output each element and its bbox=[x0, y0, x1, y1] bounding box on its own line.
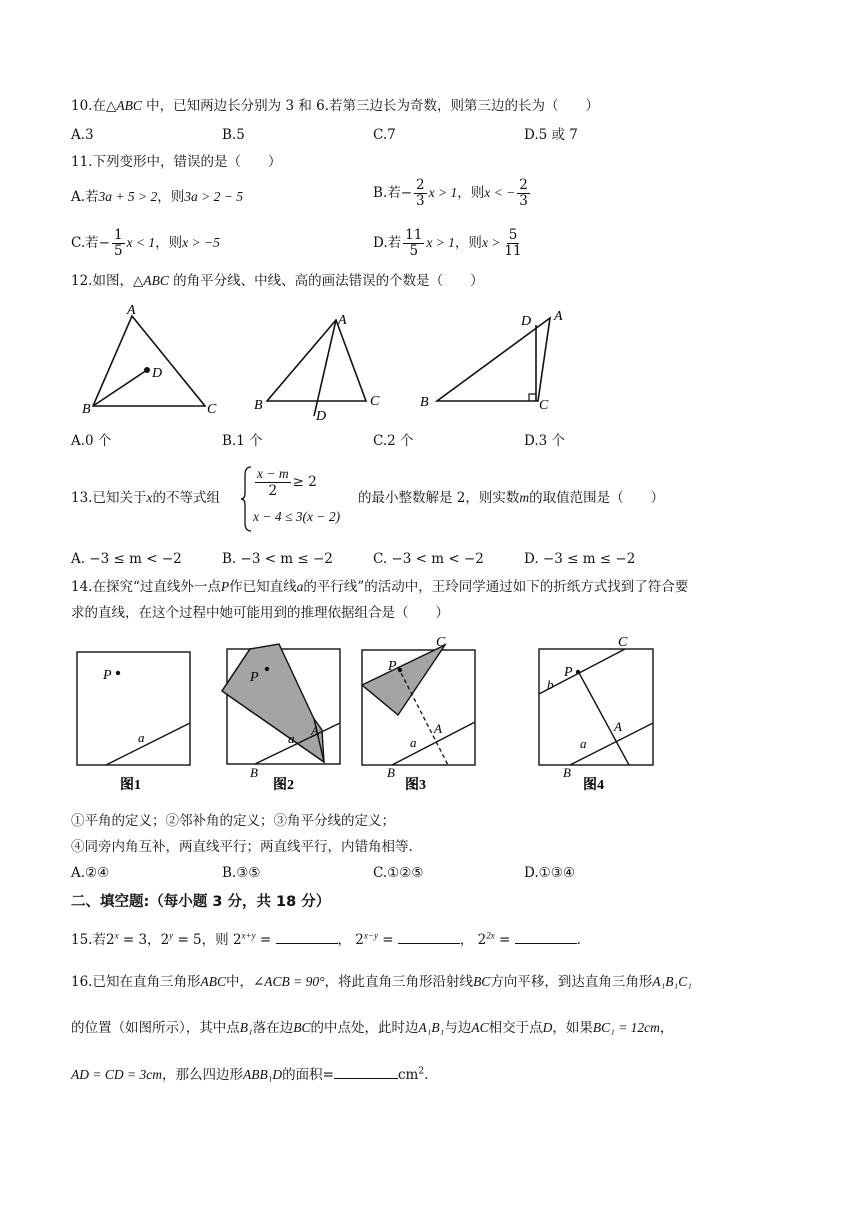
q12-option-b: B.1 个 bbox=[222, 433, 263, 449]
q14-figure-2 bbox=[222, 644, 340, 793]
fig3-label-p: P bbox=[388, 659, 397, 674]
q11-stem: 11.下列变形中，错误的是（ ） bbox=[71, 154, 282, 170]
fig1-label-a: a bbox=[138, 730, 145, 745]
q14-figures bbox=[70, 632, 670, 802]
fig1-label-d: D bbox=[152, 366, 163, 381]
fig2-caption: 图2 bbox=[273, 778, 294, 793]
fig1-label-c: C bbox=[207, 402, 217, 417]
fig2-label-p: P bbox=[250, 670, 259, 685]
fig2-label-b: B bbox=[250, 765, 258, 780]
fig3-label-b: B bbox=[420, 395, 429, 410]
fig3-caption: 图3 bbox=[405, 778, 426, 793]
q13-option-b: B. −3 < m ≤ −2 bbox=[222, 551, 333, 567]
fig1-label-a: A bbox=[127, 303, 136, 318]
q11-option-b: B.若− $\frac{2}{3}$ x > 1，则x < − $\frac{2}{3}$ bbox=[373, 177, 528, 209]
fig2-label-a: A bbox=[338, 313, 347, 328]
fig4-label-cap-a: A bbox=[614, 719, 622, 734]
q13-ineq-1: $\frac{x - m}{2}$ ≥ 2 bbox=[257, 466, 317, 499]
fig1-label-b: B bbox=[82, 402, 91, 417]
q13-ineq-2: x − 4 ≤ 3(x − 2) bbox=[253, 509, 341, 524]
fig4-label-p: P bbox=[564, 665, 573, 680]
q14-figure-3 bbox=[362, 635, 475, 793]
q14-stem-line2: 求的直线，在这个过程中她可能用到的推理依据组合是（ ） bbox=[71, 605, 449, 621]
q12-option-d: D.3 个 bbox=[524, 433, 566, 449]
q14-figure-1 bbox=[77, 652, 190, 793]
fig2-label-d: D bbox=[316, 409, 327, 424]
fig4-label-bline: b bbox=[547, 677, 554, 692]
fig2-label-c: C bbox=[370, 394, 380, 409]
fig3-label-c: C bbox=[436, 635, 446, 650]
q16-line1: 16.已知在直角三角形ABC中，∠ACB = 90°，将此直角三角形沿射线BC方向平移，到达直角三角形A₁B₁C₁ bbox=[71, 974, 692, 990]
q12-figures bbox=[70, 298, 590, 426]
q14-figure-4 bbox=[539, 635, 653, 793]
q15-blank-2[interactable] bbox=[398, 929, 460, 944]
q16-line3: AD = CD = 3cm，那么四边形ABB₁D的面积= $cm^2$. bbox=[71, 1064, 428, 1085]
q12-figure-2 bbox=[254, 313, 380, 424]
fig1-caption: 图1 bbox=[120, 778, 141, 793]
q10-option-b: B.5 bbox=[222, 127, 245, 143]
q14-basis-line1: ①平角的定义；②邻补角的定义；③角平分线的定义； bbox=[71, 813, 395, 829]
q10-option-d: D.5 或 7 bbox=[524, 127, 578, 143]
q13-option-a: A. −3 ≤ m < −2 bbox=[71, 551, 182, 567]
q14-option-a: A.②④ bbox=[71, 865, 110, 881]
q13-option-c: C. −3 < m < −2 bbox=[373, 551, 484, 567]
fig2-label-b: B bbox=[254, 398, 263, 413]
q15-stem: 15.若$2^x = 3$，$2^y = 5$，则 $2^{x+y}$ = ， $2^{x-y}$ = ， $2^{2x}$ = . bbox=[71, 930, 581, 948]
q14-basis-line2: ④同旁内角互补，两直线平行；两直线平行，内错角相等. bbox=[71, 839, 413, 855]
q11-option-a: A.若3a + 5 > 2，则3a > 2 − 5 bbox=[71, 189, 244, 205]
q14-option-d: D.①③④ bbox=[524, 865, 575, 881]
q12-figure-3 bbox=[420, 309, 563, 413]
fig3-label-cap-a: A bbox=[434, 721, 442, 736]
q12-option-c: C.2 个 bbox=[373, 433, 414, 449]
q12-figure-1 bbox=[82, 303, 217, 417]
q16-blank[interactable] bbox=[334, 1064, 398, 1079]
q13-option-d: D. −3 ≤ m ≤ −2 bbox=[524, 551, 636, 567]
q13-inequality-system bbox=[239, 465, 359, 533]
q15-blank-1[interactable] bbox=[276, 929, 338, 944]
q13-stem-right: 的最小整数解是 2，则实数m的取值范围是（ ） bbox=[358, 490, 665, 506]
fig3-label-c: C bbox=[539, 398, 549, 413]
fig3-label-d: D bbox=[521, 314, 532, 329]
section-2-title: 二、填空题:（每小题 3 分，共 18 分） bbox=[71, 894, 331, 910]
q11-option-d: D.若 $\frac{11}{5}$ x > 1，则x > $\frac{5}{11}$ bbox=[373, 227, 522, 259]
q14-option-b: B.③⑤ bbox=[222, 865, 261, 881]
q14-stem-line1: 14.在探究“过直线外一点P作已知直线a的平行线”的活动中，王玲同学通过如下的折纸方式找到了符合要 bbox=[71, 579, 689, 595]
fig4-label-b: B bbox=[563, 765, 571, 780]
fig2-label-cap-a: A bbox=[311, 723, 319, 738]
q10-option-a: A.3 bbox=[71, 127, 94, 143]
fig3-label-a: A bbox=[554, 309, 563, 324]
q12-stem: 12.如图，△ABC 的角平分线、中线、高的画法错误的个数是（ ） bbox=[71, 273, 484, 289]
fig1-label-p: P bbox=[103, 668, 112, 683]
fig4-caption: 图4 bbox=[583, 778, 604, 793]
fig2-label-a: a bbox=[288, 731, 295, 746]
q12-option-a: A.0 个 bbox=[71, 433, 112, 449]
fig4-label-c: C bbox=[618, 635, 628, 650]
q14-option-c: C.①②⑤ bbox=[373, 865, 424, 881]
q13-stem-left: 13.已知关于x的不等式组 bbox=[71, 490, 220, 506]
q10-option-c: C.7 bbox=[373, 127, 396, 143]
fig3-label-a: a bbox=[410, 735, 417, 750]
fig3-label-b: B bbox=[387, 765, 395, 780]
q16-line2: 的位置（如图所示），其中点B₁落在边BC的中点处，此时边A₁B₁与边AC相交于点D，如果BC₁ = 12cm， bbox=[71, 1020, 674, 1036]
q10-stem: 10.在△ABC 中，已知两边长分别为 3 和 6.若第三边长为奇数，则第三边的长为（ ） bbox=[71, 98, 600, 114]
q11-option-c: C.若− $\frac{1}{5}$ x < 1，则x > −5 bbox=[71, 227, 220, 259]
fig4-label-a: a bbox=[580, 736, 587, 751]
q15-blank-3[interactable] bbox=[515, 929, 577, 944]
